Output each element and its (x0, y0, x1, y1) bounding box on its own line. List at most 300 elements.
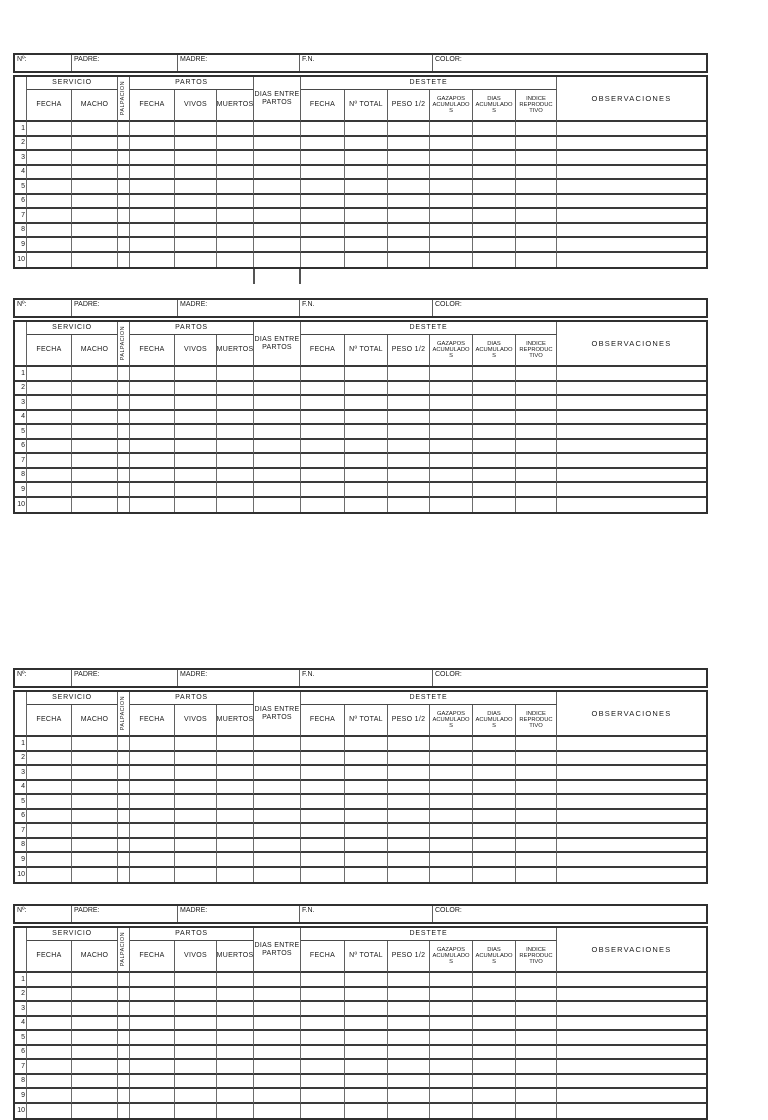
empty-field-cell (516, 253, 557, 268)
empty-field-cell (388, 137, 430, 152)
empty-field-cell (388, 868, 430, 883)
empty-field-cell (345, 1031, 388, 1046)
field-padre (72, 55, 178, 71)
empty-field-cell (175, 766, 217, 781)
empty-field-cell (130, 839, 175, 854)
empty-field-cell (130, 1060, 175, 1075)
empty-field-cell (118, 810, 130, 825)
column-destete-n-total: Nº TOTAL (345, 941, 388, 973)
empty-field-cell (516, 795, 557, 810)
empty-field-cell (345, 810, 388, 825)
empty-field-cell (130, 752, 175, 767)
empty-field-cell (254, 1031, 301, 1046)
column-observaciones: OBSERVACIONES (557, 928, 706, 973)
empty-field-cell (130, 1002, 175, 1017)
empty-field-cell (118, 1002, 130, 1017)
column-destete-fecha: FECHA (301, 705, 345, 737)
empty-field-cell (217, 853, 254, 868)
empty-field-cell (557, 1002, 706, 1017)
empty-field-cell (254, 367, 301, 382)
palpacion-vertical-label: PALPACION (119, 81, 126, 116)
empty-field-cell (72, 781, 118, 796)
empty-field-cell (175, 498, 217, 513)
column-partos-vivos: VIVOS (175, 90, 217, 122)
empty-field-cell (473, 382, 516, 397)
empty-field-cell (301, 839, 345, 854)
row-number: 5 (15, 1031, 27, 1046)
empty-field-cell (118, 382, 130, 397)
empty-field-cell (254, 1002, 301, 1017)
field-padre-label: PADRE: (74, 301, 100, 308)
field-color (433, 55, 706, 71)
empty-field-cell (301, 973, 345, 988)
row-number: 3 (15, 396, 27, 411)
field-number (15, 300, 72, 316)
empty-field-cell (72, 839, 118, 854)
palpacion-vertical-label: PALPACION (119, 932, 126, 967)
empty-field-cell (118, 1104, 130, 1119)
empty-field-cell (345, 151, 388, 166)
empty-field-cell (254, 382, 301, 397)
empty-field-cell (217, 440, 254, 455)
empty-field-cell (557, 1031, 706, 1046)
empty-field-cell (175, 781, 217, 796)
empty-field-cell (301, 853, 345, 868)
empty-field-cell (345, 1104, 388, 1119)
empty-field-cell (516, 988, 557, 1003)
empty-field-cell (473, 498, 516, 513)
empty-field-cell (130, 868, 175, 883)
empty-field-cell (345, 180, 388, 195)
empty-field-cell (254, 1075, 301, 1090)
empty-field-cell (27, 253, 72, 268)
empty-field-cell (473, 1046, 516, 1061)
field-fn (300, 55, 433, 71)
empty-field-cell (72, 122, 118, 137)
empty-field-cell (301, 483, 345, 498)
empty-field-cell (516, 195, 557, 210)
empty-field-cell (345, 1089, 388, 1104)
empty-field-cell (254, 810, 301, 825)
empty-field-cell (388, 238, 430, 253)
row-number: 4 (15, 166, 27, 181)
empty-field-cell (430, 137, 473, 152)
empty-field-cell (301, 122, 345, 137)
empty-field-cell (72, 454, 118, 469)
empty-field-cell (301, 425, 345, 440)
empty-field-cell (430, 396, 473, 411)
empty-field-cell (388, 752, 430, 767)
empty-field-cell (557, 781, 706, 796)
empty-field-cell (516, 122, 557, 137)
empty-field-cell (473, 795, 516, 810)
empty-field-cell (430, 425, 473, 440)
empty-field-cell (516, 498, 557, 513)
empty-field-cell (118, 853, 130, 868)
record-grid (13, 926, 708, 1120)
column-partos-vivos: VIVOS (175, 705, 217, 737)
empty-field-cell (118, 195, 130, 210)
empty-field-cell (175, 137, 217, 152)
row-number: 2 (15, 752, 27, 767)
row-number: 8 (15, 839, 27, 854)
empty-field-cell (254, 781, 301, 796)
empty-field-cell (217, 839, 254, 854)
empty-field-cell (557, 1075, 706, 1090)
empty-field-cell (557, 209, 706, 224)
empty-field-cell (301, 988, 345, 1003)
group-palpacion (118, 928, 130, 973)
empty-field-cell (388, 1002, 430, 1017)
empty-field-cell (130, 166, 175, 181)
row-number: 6 (15, 440, 27, 455)
empty-field-cell (118, 411, 130, 426)
row-number: 8 (15, 1075, 27, 1090)
empty-field-cell (254, 1060, 301, 1075)
column-servicio-macho: MACHO (72, 335, 118, 367)
empty-field-cell (217, 824, 254, 839)
empty-field-cell (118, 122, 130, 137)
empty-field-cell (254, 988, 301, 1003)
empty-field-cell (516, 1104, 557, 1119)
empty-field-cell (557, 1046, 706, 1061)
empty-field-cell (388, 253, 430, 268)
empty-field-cell (430, 1046, 473, 1061)
empty-field-cell (254, 454, 301, 469)
empty-field-cell (118, 238, 130, 253)
empty-field-cell (516, 166, 557, 181)
empty-field-cell (473, 483, 516, 498)
empty-field-cell (516, 382, 557, 397)
empty-field-cell (388, 195, 430, 210)
field-fn-label: F.N. (302, 907, 315, 914)
empty-field-cell (118, 839, 130, 854)
empty-field-cell (254, 752, 301, 767)
empty-field-cell (72, 795, 118, 810)
empty-field-cell (430, 440, 473, 455)
empty-field-cell (27, 1060, 72, 1075)
column-gazapos-acumulados: GAZAPOS ACUMULADOS (430, 335, 473, 367)
row-number: 1 (15, 367, 27, 382)
empty-field-cell (301, 195, 345, 210)
column-destete-peso: PESO 1/2 (388, 705, 430, 737)
empty-field-cell (473, 737, 516, 752)
empty-field-cell (430, 752, 473, 767)
empty-field-cell (27, 988, 72, 1003)
empty-field-cell (388, 973, 430, 988)
empty-field-cell (27, 1046, 72, 1061)
empty-field-cell (27, 839, 72, 854)
record-grid (13, 690, 708, 884)
row-number: 9 (15, 483, 27, 498)
empty-field-cell (345, 195, 388, 210)
empty-field-cell (473, 988, 516, 1003)
field-madre (178, 670, 300, 686)
empty-field-cell (345, 766, 388, 781)
empty-field-cell (473, 1075, 516, 1090)
empty-field-cell (175, 839, 217, 854)
empty-field-cell (388, 483, 430, 498)
row-number: 6 (15, 1046, 27, 1061)
column-gazapos-acumulados: GAZAPOS ACUMULADOS (430, 941, 473, 973)
empty-field-cell (130, 988, 175, 1003)
field-madre-label: MADRE: (180, 56, 208, 63)
empty-field-cell (254, 839, 301, 854)
empty-field-cell (301, 166, 345, 181)
empty-field-cell (516, 839, 557, 854)
empty-field-cell (345, 795, 388, 810)
empty-field-cell (27, 137, 72, 152)
empty-field-cell (130, 425, 175, 440)
empty-field-cell (388, 367, 430, 382)
empty-field-cell (118, 752, 130, 767)
empty-field-cell (254, 973, 301, 988)
column-destete-fecha: FECHA (301, 90, 345, 122)
empty-field-cell (473, 1089, 516, 1104)
empty-field-cell (118, 137, 130, 152)
empty-field-cell (516, 1002, 557, 1017)
empty-field-cell (430, 224, 473, 239)
empty-field-cell (254, 1104, 301, 1119)
empty-field-cell (430, 253, 473, 268)
field-number-label: Nº: (17, 301, 27, 308)
empty-field-cell (175, 209, 217, 224)
empty-field-cell (217, 367, 254, 382)
empty-field-cell (27, 868, 72, 883)
field-padre-label: PADRE: (74, 56, 100, 63)
group-partos: PARTOS (130, 692, 254, 705)
empty-field-cell (27, 737, 72, 752)
empty-field-cell (301, 766, 345, 781)
empty-field-cell (516, 810, 557, 825)
empty-field-cell (118, 737, 130, 752)
field-fn-label: F.N. (302, 56, 315, 63)
empty-field-cell (175, 824, 217, 839)
empty-field-cell (27, 1002, 72, 1017)
column-destete-fecha: FECHA (301, 941, 345, 973)
empty-field-cell (217, 238, 254, 253)
empty-field-cell (175, 195, 217, 210)
empty-field-cell (27, 396, 72, 411)
empty-field-cell (430, 868, 473, 883)
empty-field-cell (388, 853, 430, 868)
field-padre (72, 906, 178, 922)
empty-field-cell (301, 137, 345, 152)
empty-field-cell (473, 752, 516, 767)
empty-field-cell (516, 973, 557, 988)
empty-field-cell (118, 795, 130, 810)
empty-field-cell (301, 1002, 345, 1017)
empty-field-cell (301, 469, 345, 484)
empty-field-cell (345, 411, 388, 426)
column-servicio-macho: MACHO (72, 90, 118, 122)
empty-field-cell (345, 425, 388, 440)
row-number: 2 (15, 382, 27, 397)
breeding-record-table-1 (13, 53, 708, 269)
empty-field-cell (118, 469, 130, 484)
empty-field-cell (516, 367, 557, 382)
empty-field-cell (557, 151, 706, 166)
field-padre-label: PADRE: (74, 671, 100, 678)
row-number: 2 (15, 137, 27, 152)
empty-field-cell (473, 766, 516, 781)
empty-field-cell (130, 151, 175, 166)
empty-field-cell (254, 253, 301, 268)
empty-field-cell (473, 853, 516, 868)
empty-field-cell (388, 454, 430, 469)
empty-field-cell (130, 137, 175, 152)
empty-field-cell (557, 737, 706, 752)
empty-field-cell (516, 180, 557, 195)
field-number-label: Nº: (17, 56, 27, 63)
empty-field-cell (130, 411, 175, 426)
empty-field-cell (72, 810, 118, 825)
field-madre-label: MADRE: (180, 671, 208, 678)
empty-field-cell (175, 1031, 217, 1046)
empty-field-cell (27, 151, 72, 166)
empty-field-cell (516, 752, 557, 767)
empty-field-cell (254, 137, 301, 152)
empty-field-cell (301, 209, 345, 224)
empty-field-cell (175, 253, 217, 268)
column-partos-muertos: MUERTOS (217, 705, 254, 737)
empty-field-cell (175, 483, 217, 498)
row-number: 1 (15, 122, 27, 137)
column-partos-muertos: MUERTOS (217, 941, 254, 973)
empty-field-cell (430, 122, 473, 137)
empty-field-cell (254, 483, 301, 498)
empty-field-cell (72, 253, 118, 268)
column-destete-peso: PESO 1/2 (388, 941, 430, 973)
empty-field-cell (473, 122, 516, 137)
empty-field-cell (388, 737, 430, 752)
group-servicio: SERVICIO (27, 322, 118, 335)
empty-field-cell (217, 151, 254, 166)
empty-field-cell (430, 737, 473, 752)
empty-field-cell (72, 824, 118, 839)
empty-field-cell (388, 122, 430, 137)
empty-field-cell (345, 973, 388, 988)
empty-field-cell (473, 137, 516, 152)
empty-field-cell (175, 752, 217, 767)
empty-field-cell (217, 209, 254, 224)
empty-field-cell (557, 122, 706, 137)
field-padre (72, 300, 178, 316)
empty-field-cell (516, 853, 557, 868)
empty-field-cell (27, 367, 72, 382)
empty-field-cell (557, 795, 706, 810)
empty-field-cell (430, 781, 473, 796)
field-color (433, 670, 706, 686)
empty-field-cell (430, 853, 473, 868)
empty-field-cell (473, 209, 516, 224)
field-number (15, 906, 72, 922)
empty-field-cell (118, 824, 130, 839)
empty-field-cell (301, 440, 345, 455)
empty-field-cell (27, 224, 72, 239)
empty-field-cell (118, 498, 130, 513)
empty-field-cell (72, 425, 118, 440)
empty-field-cell (217, 1046, 254, 1061)
empty-field-cell (430, 766, 473, 781)
empty-field-cell (557, 810, 706, 825)
empty-field-cell (175, 151, 217, 166)
empty-field-cell (557, 253, 706, 268)
empty-field-cell (388, 839, 430, 854)
empty-field-cell (130, 367, 175, 382)
empty-field-cell (27, 853, 72, 868)
empty-field-cell (430, 454, 473, 469)
column-line-artifact (299, 269, 301, 284)
empty-field-cell (388, 396, 430, 411)
empty-field-cell (473, 180, 516, 195)
record-id-strip (13, 668, 708, 688)
empty-field-cell (557, 766, 706, 781)
empty-field-cell (473, 224, 516, 239)
empty-field-cell (301, 454, 345, 469)
field-number (15, 670, 72, 686)
empty-field-cell (217, 122, 254, 137)
empty-field-cell (516, 781, 557, 796)
empty-field-cell (254, 498, 301, 513)
empty-field-cell (130, 122, 175, 137)
empty-field-cell (388, 781, 430, 796)
group-destete: DESTETE (301, 322, 557, 335)
field-madre-label: MADRE: (180, 907, 208, 914)
empty-field-cell (72, 180, 118, 195)
empty-field-cell (72, 1075, 118, 1090)
empty-field-cell (557, 752, 706, 767)
column-gazapos-acumulados: GAZAPOS ACUMULADOS (430, 90, 473, 122)
field-madre (178, 906, 300, 922)
empty-field-cell (175, 973, 217, 988)
empty-field-cell (557, 440, 706, 455)
empty-field-cell (72, 440, 118, 455)
field-color-label: COLOR: (435, 907, 462, 914)
empty-field-cell (301, 253, 345, 268)
empty-field-cell (345, 1060, 388, 1075)
empty-field-cell (388, 469, 430, 484)
empty-field-cell (516, 224, 557, 239)
field-color-label: COLOR: (435, 671, 462, 678)
field-padre-label: PADRE: (74, 907, 100, 914)
empty-field-cell (254, 396, 301, 411)
empty-field-cell (301, 224, 345, 239)
row-number: 5 (15, 425, 27, 440)
row-number: 3 (15, 766, 27, 781)
empty-field-cell (27, 440, 72, 455)
empty-field-cell (118, 1089, 130, 1104)
empty-field-cell (27, 752, 72, 767)
field-number-label: Nº: (17, 671, 27, 678)
empty-field-cell (301, 411, 345, 426)
empty-field-cell (301, 868, 345, 883)
column-destete-peso: PESO 1/2 (388, 90, 430, 122)
column-dias-acumulados: DIAS ACUMULADOS (473, 941, 516, 973)
empty-field-cell (388, 824, 430, 839)
empty-field-cell (301, 1104, 345, 1119)
column-partos-vivos: VIVOS (175, 941, 217, 973)
field-color-label: COLOR: (435, 301, 462, 308)
group-servicio: SERVICIO (27, 692, 118, 705)
empty-field-cell (254, 209, 301, 224)
empty-field-cell (27, 781, 72, 796)
empty-field-cell (118, 151, 130, 166)
empty-field-cell (130, 1031, 175, 1046)
empty-field-cell (118, 440, 130, 455)
record-id-strip (13, 904, 708, 924)
empty-field-cell (254, 824, 301, 839)
